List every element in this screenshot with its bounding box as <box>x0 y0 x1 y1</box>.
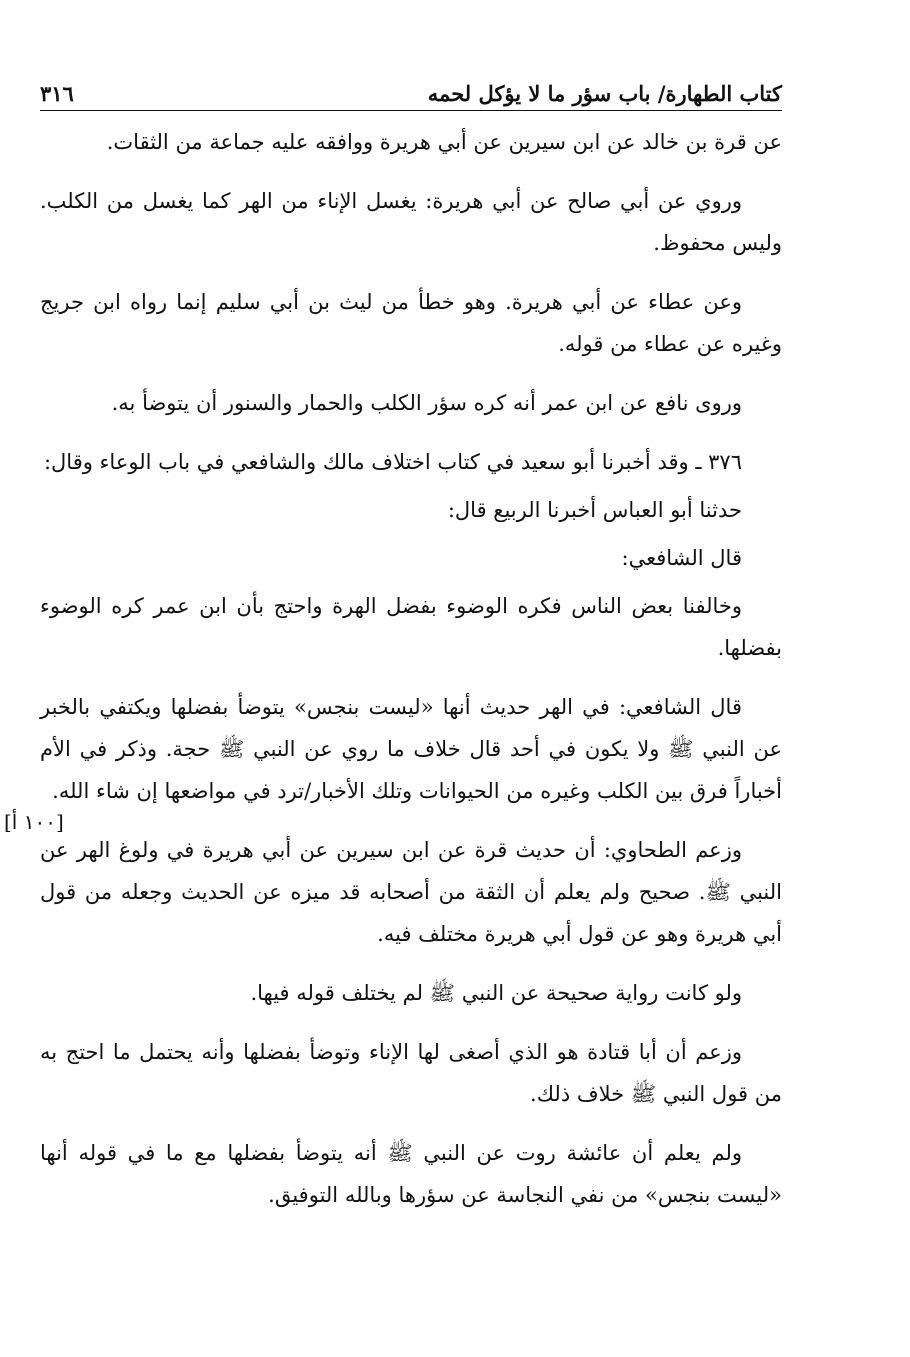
header-title: كتاب الطهارة/ باب سؤر ما لا يؤكل لحمه <box>427 81 782 106</box>
paragraph: وروي عن أبي صالح عن أبي هريرة: يغسل الإناء من الهر كما يغسل من الكلب. وليس محفوظ. <box>40 189 782 255</box>
folio-margin-note: [١٠٠ أ] <box>4 810 64 834</box>
paragraph: عن قرة بن خالد عن ابن سيرين عن أبي هريرة ووافقه عليه جماعة من الثقات. <box>106 130 782 154</box>
paragraph: قال الشافعي: في الهر حديث أنها «ليست بنجس» يتوضأ بفضلها ويكتفي بالخبر عن النبي ﷺ ولا يكون في أحد قال خلاف ما روي عن النبي ﷺ حجة. وذكر في الأم أخباراً فرق بين الكلب وغيره من الحيوانات وتلك الأخبار/ترد في مواضعها إن شاء الله. <box>40 695 782 803</box>
page-number: ٣١٦ <box>40 81 74 106</box>
paragraph: وزعم أن أبا قتادة هو الذي أصغى لها الإناء وتوضأ بفضلها وأنه يحتمل ما احتج به من قول النبي ﷺ خلاف ذلك. <box>40 1040 782 1106</box>
running-header <box>40 60 782 111</box>
paragraph: وزعم الطحاوي: أن حديث قرة عن ابن سيرين عن أبي هريرة في ولوغ الهر عن النبي ﷺ. صحيح ولم يعلم أن الثقة من أصحابه قد ميزه عن الحديث وجعله من قول أبي هريرة وهو عن قول أبي هريرة مختلف فيه. <box>40 838 782 946</box>
paragraph: وعن عطاء عن أبي هريرة. وهو خطأ من ليث بن أبي سليم إنما رواه ابن جريج وغيره عن عطاء من قوله. <box>40 290 782 356</box>
body-text <box>40 121 782 1216</box>
hadith-number-paragraph: ٣٧٦ ـ وقد أخبرنا أبو سعيد في كتاب اختلاف مالك والشافعي في باب الوعاء وقال: <box>43 450 742 474</box>
paragraph: حدثنا أبو العباس أخبرنا الربيع قال: <box>447 498 742 522</box>
paragraph: وروى نافع عن ابن عمر أنه كره سؤر الكلب والحمار والسنور أن يتوضأ به. <box>111 391 742 415</box>
paragraph: ولو كانت رواية صحيحة عن النبي ﷺ لم يختلف قوله فيها. <box>250 981 742 1005</box>
paragraph: قال الشافعي: <box>621 546 742 570</box>
paragraph: وخالفنا بعض الناس فكره الوضوء بفضل الهرة واحتج بأن ابن عمر كره الوضوء بفضلها. <box>40 594 782 660</box>
page <box>40 60 782 1330</box>
paragraph: ولم يعلم أن عائشة روت عن النبي ﷺ أنه يتوضأ بفضلها مع ما في قوله أنها «ليست بنجس» من نفي النجاسة عن سؤرها وبالله التوفيق. <box>40 1141 782 1207</box>
